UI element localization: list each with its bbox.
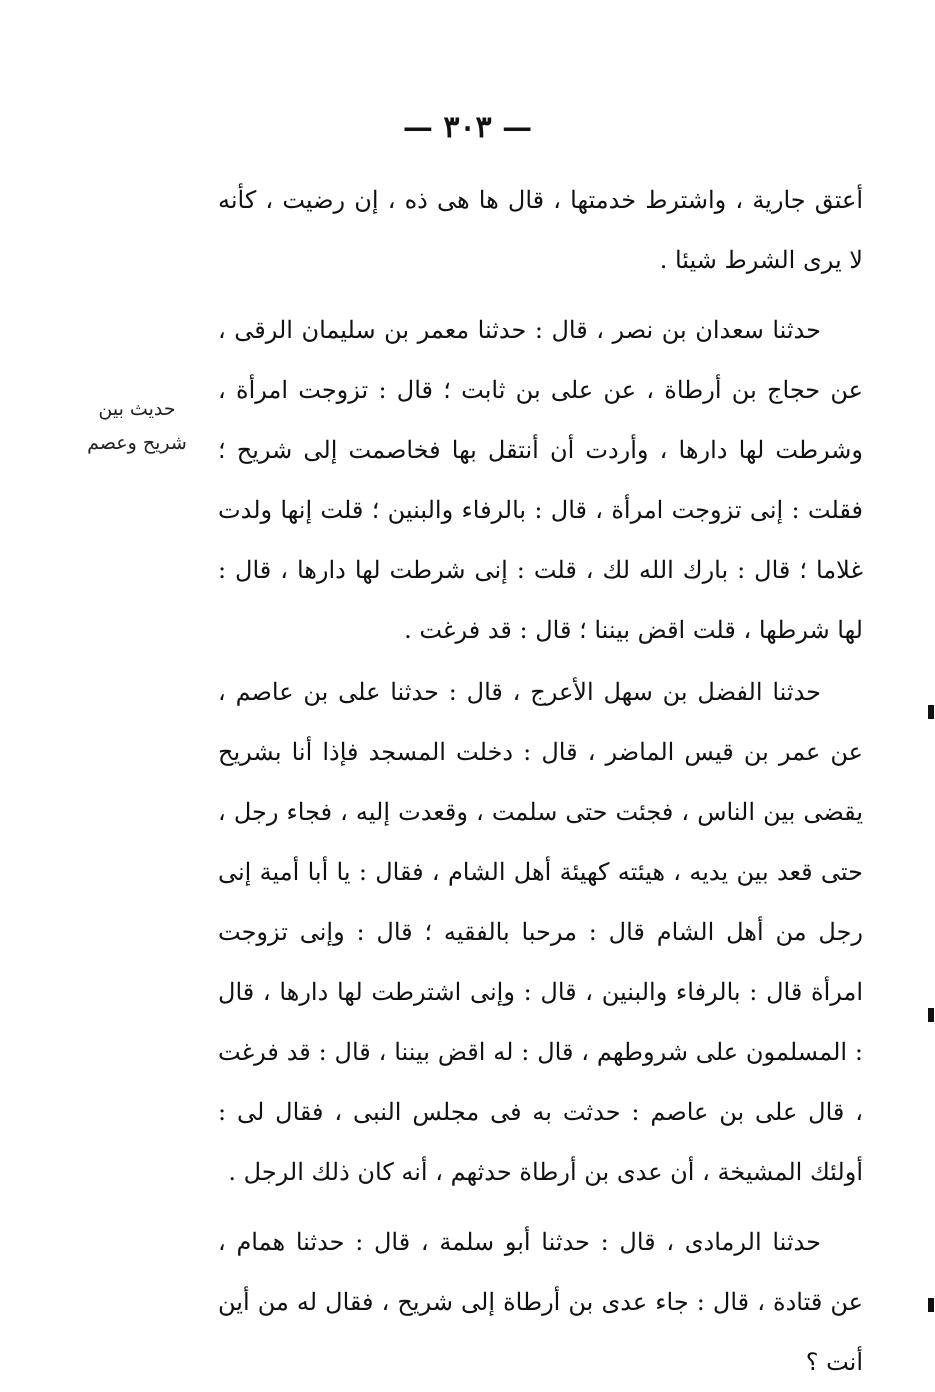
paragraph-3-text: حدثنا الفضل بن سهل الأعرج ، قال : حدثنا على بن عاصم ، عن عمر بن قيس الماضر ، قال : دخلت المسجد فإذا أنا بشريح يقضى بين الناس ، فجئت حتى سلمت ، وقعدت إليه ، فجاء رجل ، حتى قعد بين يديه ، هيئته كهيئة أهل الشام ، فقال : يا أبا أمية إنى رجل من أهل الشام قال : مرحبا بالفقيه ؛ قال : وإنى تزوجت امرأة قال : بالرفاء والبنين ، قال : وإنى اشترطت لها دارها ، قال : المسلمون على شروطهم ، قال : له اقض بيننا ، قال : قد فرغت ، قال على بن عاصم : حدثت به فى مجلس النبى ، فقال لى : أولئك المشيخة ، أن عدى بن أرطاة حدثهم ، أنه كان ذلك الرجل . [218,678,863,1186]
marginal-note-line-2: شريح وعصم [87,432,187,454]
paragraph-1 [218,170,863,290]
edge-mark [928,705,934,719]
paragraph-4 [218,1212,863,1392]
edge-mark [928,1008,934,1022]
paragraph-3 [218,662,863,1202]
edge-mark [928,1298,934,1312]
page-number: — ٣٠٣ — [402,110,533,145]
paragraph-2 [218,300,863,660]
paragraph-2-text: حدثنا سعدان بن نصر ، قال : حدثنا معمر بن سليمان الرقى ، عن حجاج بن أرطاة ، عن على بن ثابت ؛ قال : تزوجت امرأة ، وشرطت لها دارها ، وأردت أن أنتقل بها فخاصمت إلى شريح ؛ فقلت : إنى تزوجت امرأة ، قال : بالرفاء والبنين ؛ قلت إنها ولدت غلاما ؛ قال : بارك الله لك ، قلت : إنى شرطت لها دارها ، قال : لها شرطها ، قلت اقض بيننا ؛ قال : قد فرغت . [218,316,863,644]
paragraph-4-text: حدثنا الرمادى ، قال : حدثنا أبو سلمة ، قال : حدثنا همام ، عن قتادة ، قال : جاء عدى بن أرطاة إلى شريح ، فقال له من أين أنت ؟ [218,1228,863,1376]
marginal-note-line-1: حديث بين [98,398,176,420]
marginal-note [72,392,202,460]
paragraph-1-text: أعتق جارية ، واشترط خدمتها ، قال ها هى ذه ، إن رضيت ، كأنه لا يرى الشرط شيئا . [218,186,863,274]
